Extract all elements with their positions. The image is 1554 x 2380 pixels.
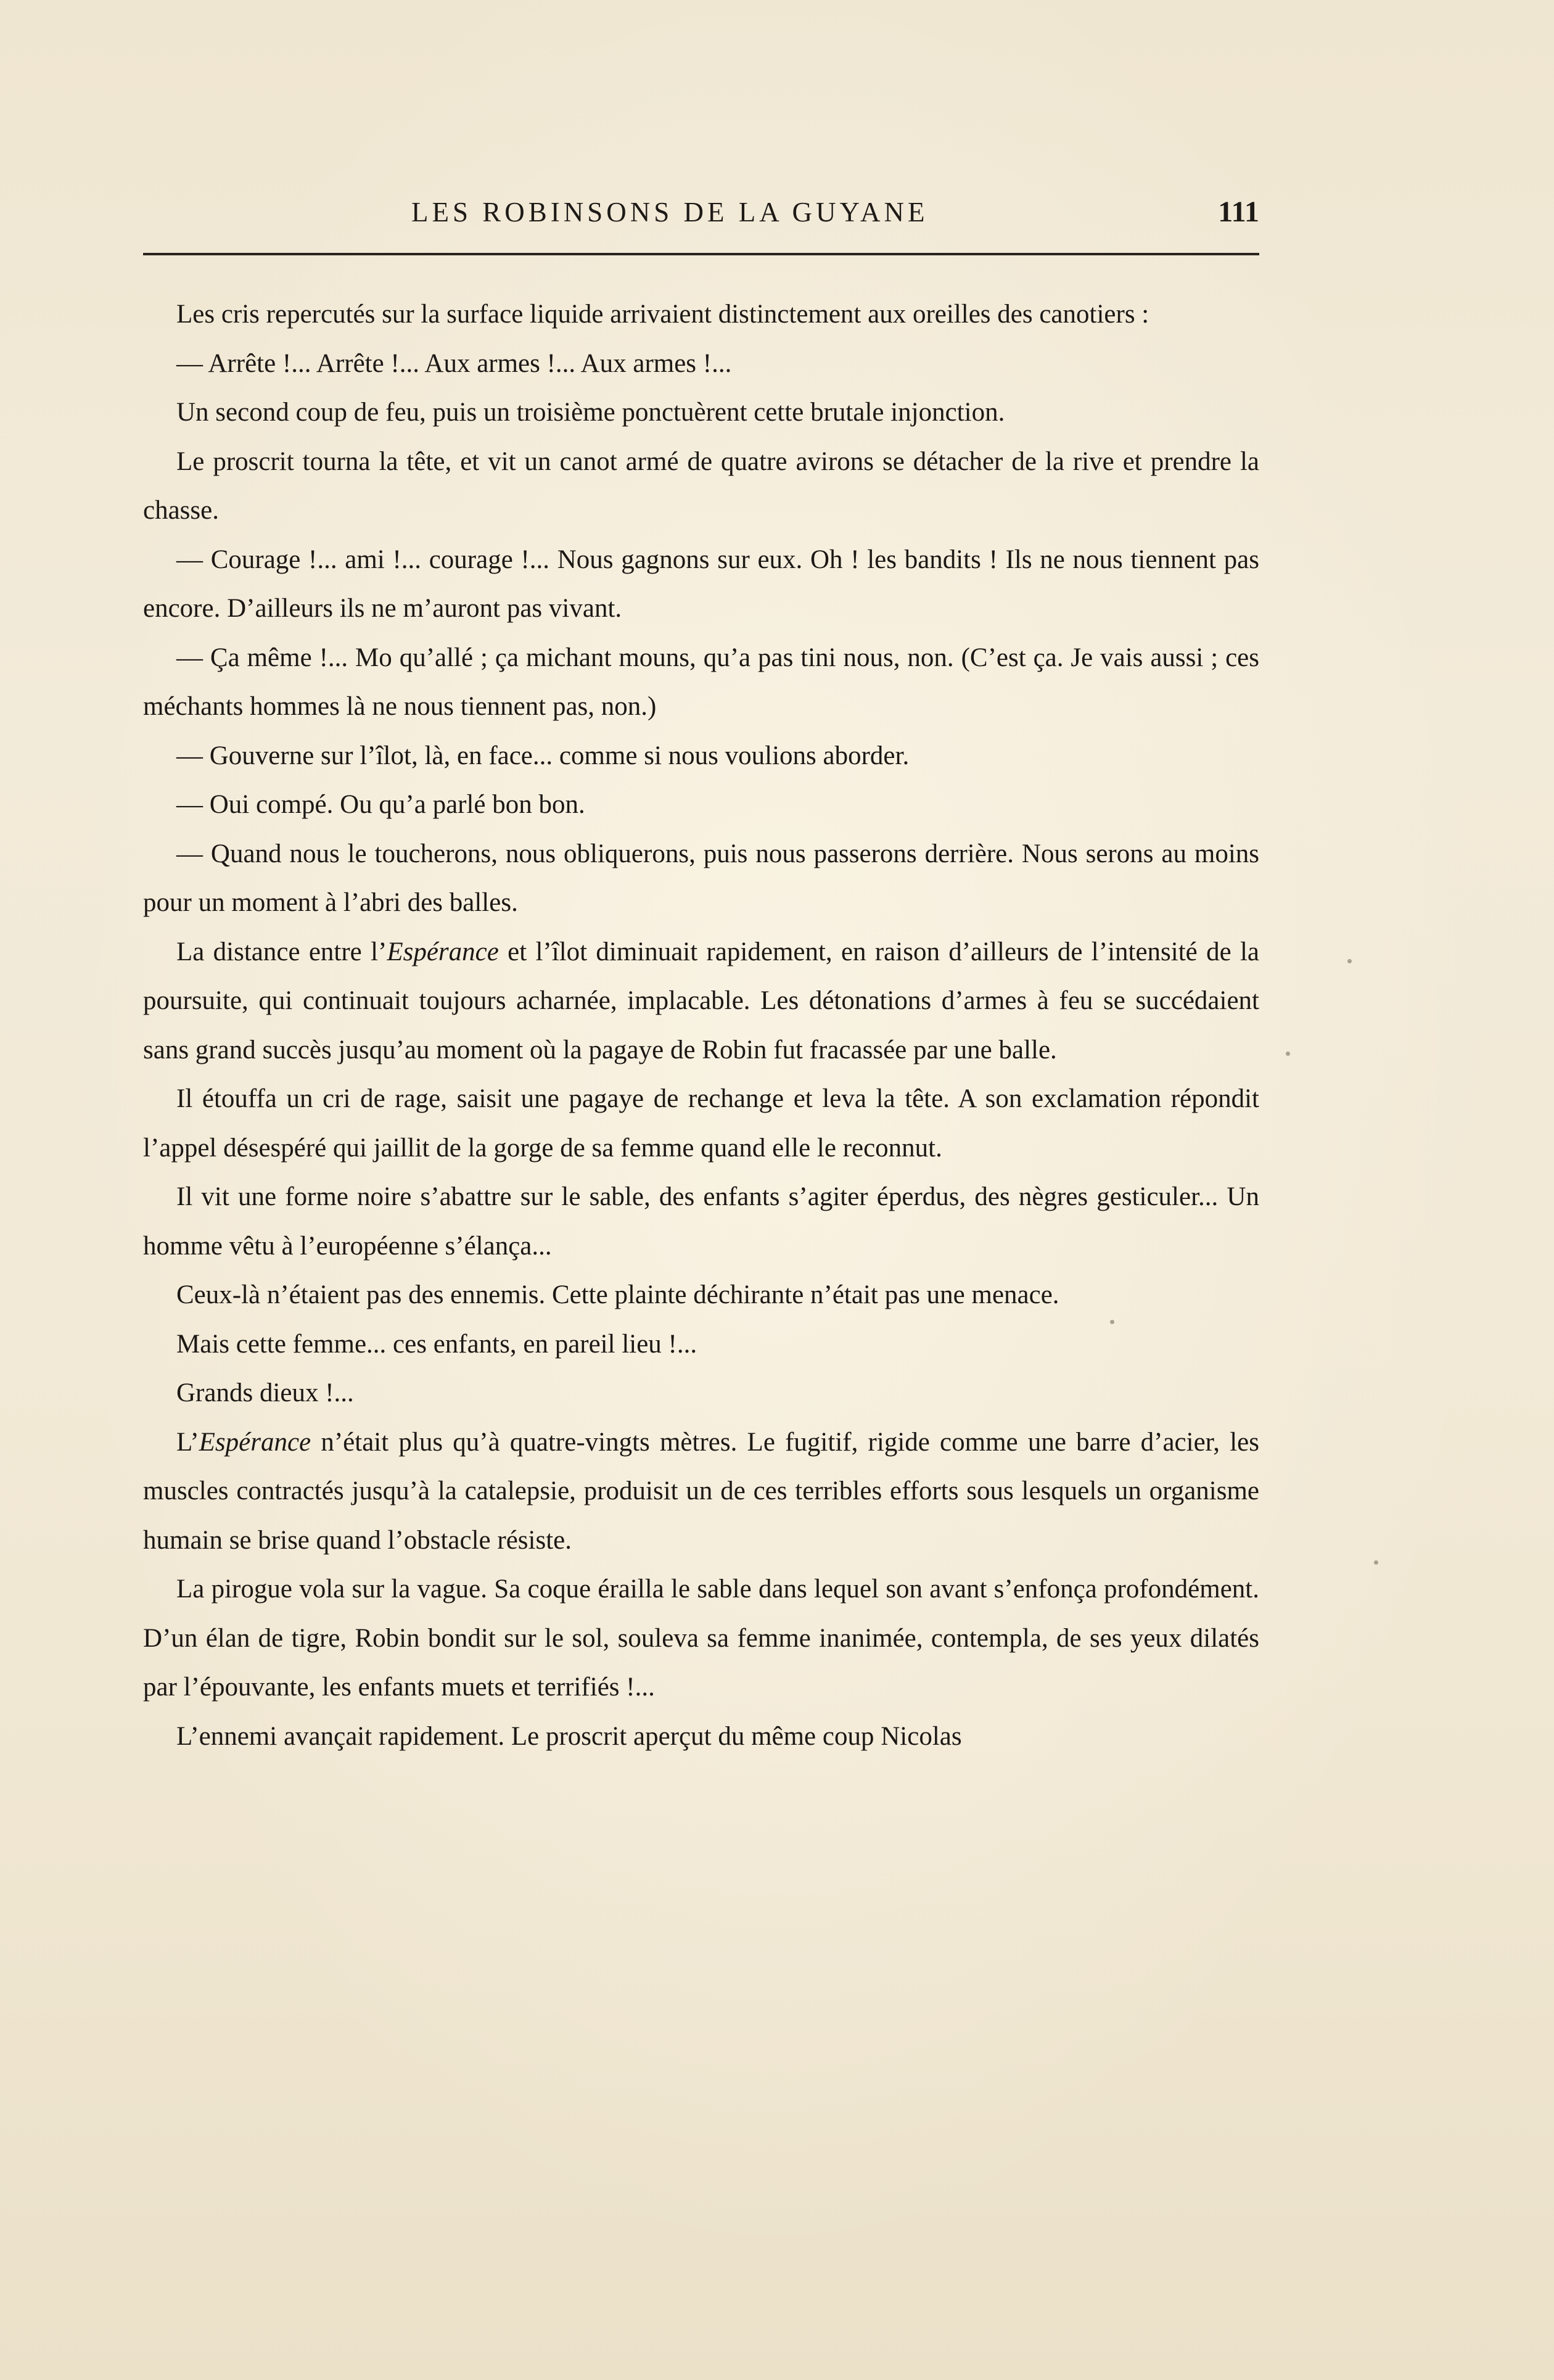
paragraph: L’ennemi avançait rapidement. Le proscrit aperçut du même coup Nicolas bbox=[176, 1721, 962, 1751]
boat-name: Espérance bbox=[199, 1427, 311, 1457]
paragraph: Les cris repercutés sur la surface liquide arrivaient distinctement aux oreilles des canotiers : bbox=[176, 300, 1149, 329]
paragraph: Le proscrit tourna la tête, et vit un canot armé de quatre avirons se détacher de la rive et prendre la chasse. bbox=[143, 447, 1259, 525]
dialogue-line: — Oui compé. Ou qu’a parlé bon bon. bbox=[176, 790, 585, 819]
dialogue-line: — Quand nous le toucherons, nous obliquerons, puis nous passerons derrière. Nous serons au moins pour un moment à l’abri des balles. bbox=[143, 839, 1259, 917]
body-text bbox=[143, 290, 1259, 1761]
paper-speck bbox=[1110, 1320, 1114, 1324]
paper-speck bbox=[1347, 959, 1352, 963]
paragraph: Un second coup de feu, puis un troisième ponctuèrent cette brutale injonction. bbox=[176, 398, 1005, 427]
header-rule bbox=[143, 253, 1259, 255]
paragraph: Il vit une forme noire s’abattre sur le sable, des enfants s’agiter éperdus, des nègres gesticuler... Un homme vêtu à l’européenne s’élança... bbox=[143, 1182, 1259, 1261]
boat-name: Espérance bbox=[387, 937, 499, 966]
dialogue-line: — Gouverne sur l’îlot, là, en face... comme si nous voulions aborder. bbox=[176, 741, 910, 770]
page-header bbox=[143, 185, 1259, 241]
paragraph-text-post: n’était plus qu’à quatre-vingts mètres. Le fugitif, rigide comme une barre d’acier, les muscles contractés jusqu’à la catalepsie, produisit un de ces terribles efforts sous lesquels un organisme humain se brise quand l’obstacle résiste. bbox=[143, 1427, 1259, 1555]
paragraph bbox=[143, 928, 1259, 1075]
paragraph: Ceux-là n’étaient pas des ennemis. Cette plainte déchirante n’était pas une menace. bbox=[176, 1280, 1059, 1309]
paragraph: Il étouffa un cri de rage, saisit une pagaye de rechange et leva la tête. A son exclamation répondit l’appel désespéré qui jaillit de la gorge de sa femme quand elle le reconnut. bbox=[143, 1084, 1259, 1163]
paper-speck bbox=[1286, 1052, 1290, 1056]
page-number: 111 bbox=[1218, 196, 1259, 228]
paragraph-text-post: et l’îlot diminuait rapidement, en raison d’ailleurs de l’intensité de la poursuite, qui continuait toujours acharnée, implacable. Les détonations d’armes à feu se succédaient sans grand succès jusqu’au moment où la pagaye de Robin fut fracassée par une balle. bbox=[143, 937, 1259, 1064]
paragraph-text-pre: La distance entre l’ bbox=[176, 937, 387, 966]
dialogue-line: — Courage !... ami !... courage !... Nous gagnons sur eux. Oh ! les bandits ! Ils ne nous tiennent pas encore. D’ailleurs ils ne m’auront pas vivant. bbox=[143, 545, 1259, 623]
paper-speck bbox=[1374, 1560, 1378, 1565]
dialogue-line: — Arrête !... Arrête !... Aux armes !... Aux armes !... bbox=[176, 348, 732, 378]
paragraph: Mais cette femme... ces enfants, en pareil lieu !... bbox=[176, 1329, 697, 1359]
dialogue-line: — Ça même !... Mo qu’allé ; ça michant mouns, qu’a pas tini nous, non. (C’est ça. Je vais aussi ; ces méchants hommes là ne nous tiennent pas, non.) bbox=[143, 643, 1259, 721]
running-title: LES ROBINSONS DE LA GUYANE bbox=[411, 197, 929, 228]
paragraph bbox=[143, 1418, 1259, 1565]
paragraph-text-pre: L’ bbox=[176, 1427, 199, 1457]
paragraph: Grands dieux !... bbox=[176, 1378, 354, 1407]
paragraph: La pirogue vola sur la vague. Sa coque érailla le sable dans lequel son avant s’enfonça profondément. D’un élan de tigre, Robin bondit sur le sol, souleva sa femme inanimée, contempla, de ses yeux dilatés par l’épouvante, les enfants muets et terrifiés !... bbox=[143, 1575, 1259, 1702]
